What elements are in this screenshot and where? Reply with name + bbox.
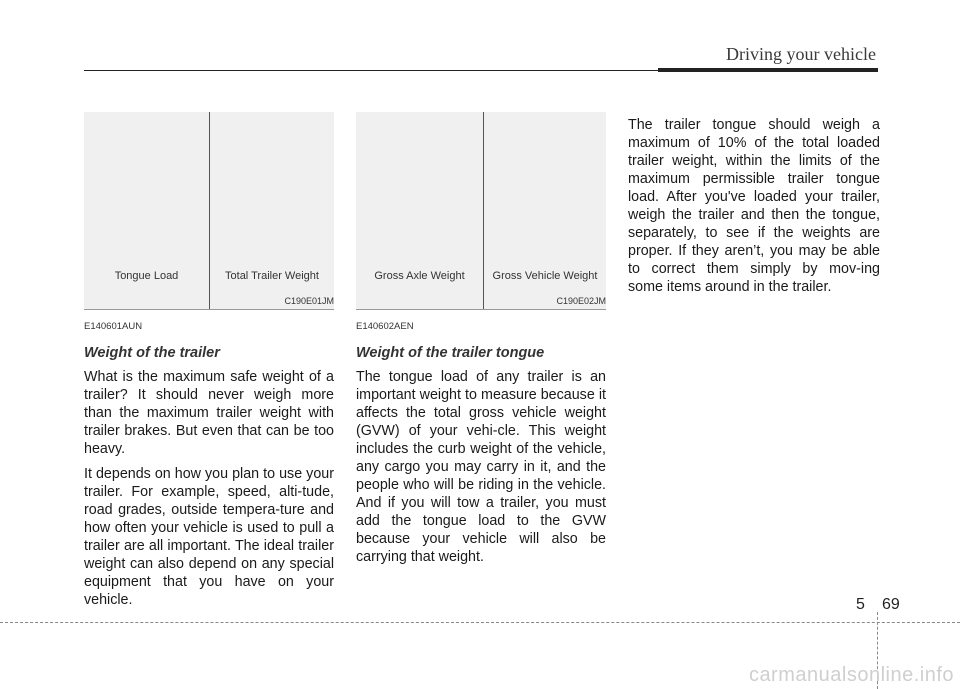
figure-caption-gross-vehicle-weight: Gross Vehicle Weight [492,270,598,282]
section-weight-of-trailer-tongue [356,318,606,573]
figure-vehicle-weight [356,112,606,310]
paragraph: The trailer tongue should weigh a maximum of 10% of the total loaded trailer weight, within the limits of the maximum permissible trailer tongue load. After you've loaded your trailer, weigh the trailer and then the tongue, separately, to see if the weights are proper. If they aren’t, you may be able to correct them simply by mov-ing some items around in the trailer. [628,117,880,295]
chapter-number: 5 [856,596,865,613]
paragraph: It depends on how you plan to use your trailer. For example, speed, alti-tude, road grades, outside tempera-ture and how often your vehicle is used to pull a trailer are all important. The ideal trailer weight can also depend on any special equipment that you have on your vehicle. [84,466,334,608]
header-title: Driving your vehicle [726,44,876,64]
section-code: E140602AEN [356,321,414,332]
watermark: carmanualsonline.info [748,664,954,686]
paragraph: What is the maximum safe weight of a trailer? It should never weigh more than the maximum trailer weight with trailer brakes. But even that can be too heavy. [84,369,334,457]
figure-code: C190E02JM [556,296,606,306]
section-title: Weight of the trailer [84,345,220,361]
figure-caption-gross-axle-weight: Gross Axle Weight [374,270,465,282]
figure-code: C190E01JM [284,296,334,306]
section-tongue-weight-guidance [628,116,880,303]
header-rule [84,70,660,71]
section-weight-of-trailer [84,318,334,616]
figure-caption-total-trailer-weight: Total Trailer Weight [225,270,319,282]
page-number: 69 [882,596,900,613]
paragraph: The tongue load of any trailer is an important weight to measure because it affects the total gross vehicle weight (GVW) of your vehi-cle. This weight includes the curb weight of the vehicle, any cargo you may carry in it, and the people who will be riding in the vehicle. And if you will tow a trailer, you must add the tongue load to the GVW because your vehicle will also be carrying that weight. [356,369,606,565]
section-title: Weight of the trailer tongue [356,345,545,361]
section-code: E140601AUN [84,321,143,332]
figure-caption-tongue-load: Tongue Load [114,270,179,282]
footer-rule [0,622,960,623]
header-rule-accent [658,68,878,72]
figure-trailer-weight [84,112,334,310]
